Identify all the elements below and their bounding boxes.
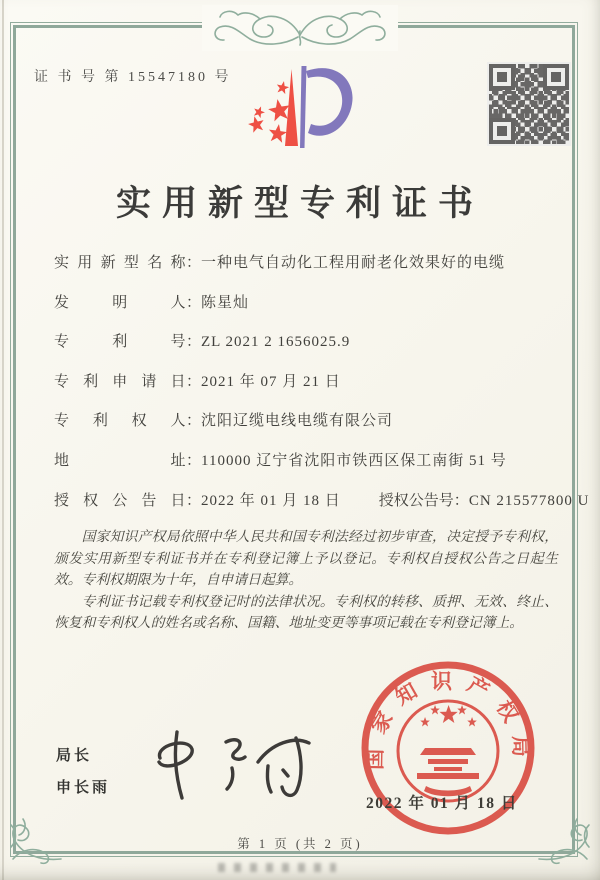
- svg-text:国家知识产权局: [363, 669, 534, 770]
- field-row-patentee: [54, 409, 562, 449]
- field-label: 授权公告日: [54, 492, 186, 509]
- qr-finder-top-left: [489, 64, 515, 90]
- cnipa-logo-icon: [238, 58, 370, 168]
- field-value: 沈阳辽缆电线电缆有限公司: [201, 413, 394, 430]
- qr-finder-bottom-left: [489, 118, 515, 144]
- field-value: 一种电气自动化工程用耐老化效果好的电缆: [201, 255, 506, 271]
- field-row-inventor: [54, 291, 562, 331]
- certificate-number: 证 书 号 第 15547180 号: [34, 70, 232, 85]
- certificate-fields: [54, 251, 590, 528]
- top-scroll-ornament-icon: [202, 5, 398, 51]
- certificate-title: 实用新型专利证书: [115, 184, 484, 223]
- field-row-grant: [54, 489, 590, 529]
- field-value: CN 215577800 U: [468, 492, 590, 509]
- colon: ：: [186, 413, 202, 430]
- field-label: 专利申请日: [54, 373, 186, 390]
- field-value: 2021 年 07 月 21 日: [201, 373, 341, 390]
- seal-date: 2022 年 01 月 18 日: [366, 795, 518, 812]
- commissioner-signature-icon: [146, 726, 324, 810]
- qr-code: [487, 62, 571, 146]
- commissioner-block: [56, 744, 110, 808]
- colon: ：: [453, 492, 469, 509]
- legal-paragraph-1: 国家知识产权局依照中华人民共和国专利法经过初步审查，决定授予专利权，颁发实用新型专利证书并在专利登记簿上予以登记。专利权自授权公告之日起生效。专利权期限为十年，自申请日起算。: [54, 529, 558, 588]
- field-value: 110000 辽宁省沈阳市铁西区保工南街 51 号: [201, 452, 507, 469]
- seal-text: 国家知识产权局: [362, 669, 534, 771]
- field-value: ZL 2021 2 1656025.9: [201, 334, 351, 351]
- colon: ：: [186, 294, 202, 311]
- field-label: 专利权人: [54, 413, 186, 430]
- colon: ：: [186, 255, 202, 271]
- field-label: 专利号: [54, 334, 186, 351]
- qr-finder-top-right: [543, 64, 569, 90]
- legal-paragraph-2: 专利证书记载专利权登记时的法律状况。专利权的转移、质押、无效、终止、恢复和专利权人的姓名或名称、国籍、地址变更等事项记载在专利登记簿上。: [54, 593, 558, 631]
- colon: ：: [186, 492, 202, 509]
- field-label: 授权公告号: [378, 492, 454, 509]
- field-row-patent-number: [54, 330, 562, 370]
- field-label: 地址: [54, 452, 186, 469]
- page-number-footer: 第 1 页 (共 2 页): [237, 837, 363, 851]
- colon: ：: [186, 334, 202, 351]
- colon: ：: [186, 373, 202, 390]
- field-row-utility-name: [54, 251, 562, 291]
- field-label: 实用新型名称: [54, 255, 186, 271]
- field-row-address: [54, 449, 562, 489]
- commissioner-title: 局长: [56, 747, 93, 764]
- next-page-ghost-text: [218, 863, 336, 872]
- field-label: 发明人: [54, 294, 186, 311]
- legal-paragraphs: [54, 526, 558, 634]
- colon: ：: [186, 452, 202, 469]
- field-row-filing-date: [54, 370, 562, 410]
- commissioner-name: 申长雨: [56, 779, 111, 796]
- field-value: 2022 年 01 月 18 日: [201, 492, 341, 509]
- field-value: 陈星灿: [201, 294, 250, 311]
